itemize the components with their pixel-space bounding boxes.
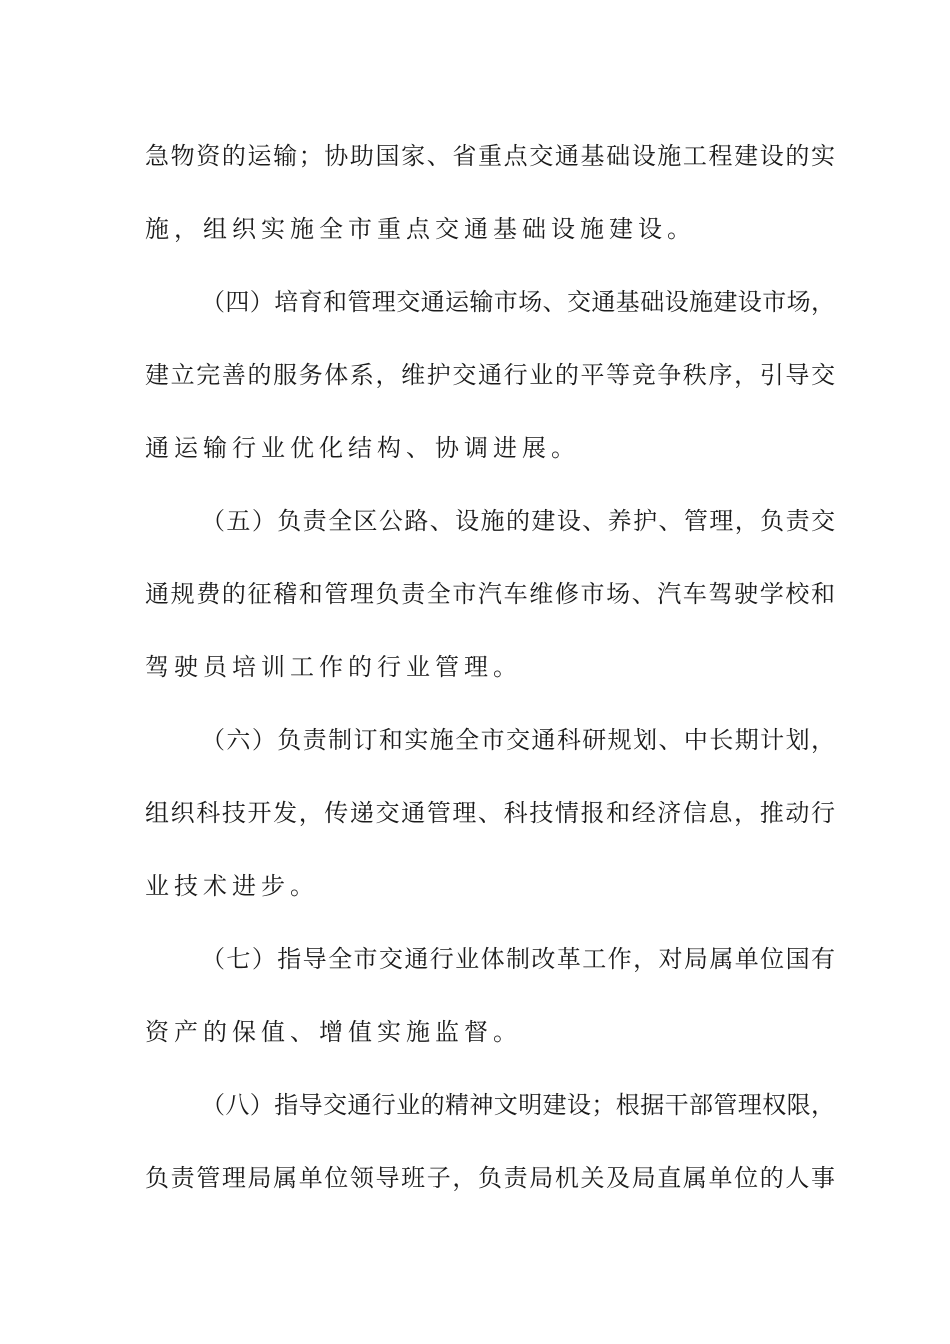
paragraph-line: 资产的保值、增值实施监督。 <box>145 1018 522 1046</box>
paragraph-line: （五）负责全区公路、设施的建设、养护、管理，负责交 <box>201 507 835 535</box>
paragraph-line: 通规费的征稽和管理负责全市汽车维修市场、汽车驾驶学校和 <box>145 580 835 608</box>
paragraph-line: （七）指导全市交通行业体制改革工作，对局属单位国有 <box>201 945 835 973</box>
document-body <box>145 120 835 1215</box>
paragraph-line: 业技术进步。 <box>145 872 319 900</box>
paragraph-line: 通运输行业优化结构、协调进展。 <box>145 434 580 462</box>
paragraph-line: （八）指导交通行业的精神文明建设；根据干部管理权限， <box>201 1091 835 1119</box>
paragraph-line: 建立完善的服务体系，维护交通行业的平等竞争秩序，引导交 <box>145 361 835 389</box>
paragraph-line: （六）负责制订和实施全市交通科研规划、中长期计划， <box>201 726 835 754</box>
paragraph-line: 施，组织实施全市重点交通基础设施建设。 <box>145 215 696 243</box>
paragraph-line: 负责管理局属单位领导班子，负责局机关及局直属单位的人事 <box>145 1164 835 1192</box>
paragraph-line: 组织科技开发，传递交通管理、科技情报和经济信息，推动行 <box>145 799 835 827</box>
paragraph-line: 驾驶员培训工作的行业管理。 <box>145 653 522 681</box>
paragraph-line: （四）培育和管理交通运输市场、交通基础设施建设市场， <box>201 288 835 316</box>
paragraph-line: 急物资的运输；协助国家、省重点交通基础设施工程建设的实 <box>145 142 835 170</box>
